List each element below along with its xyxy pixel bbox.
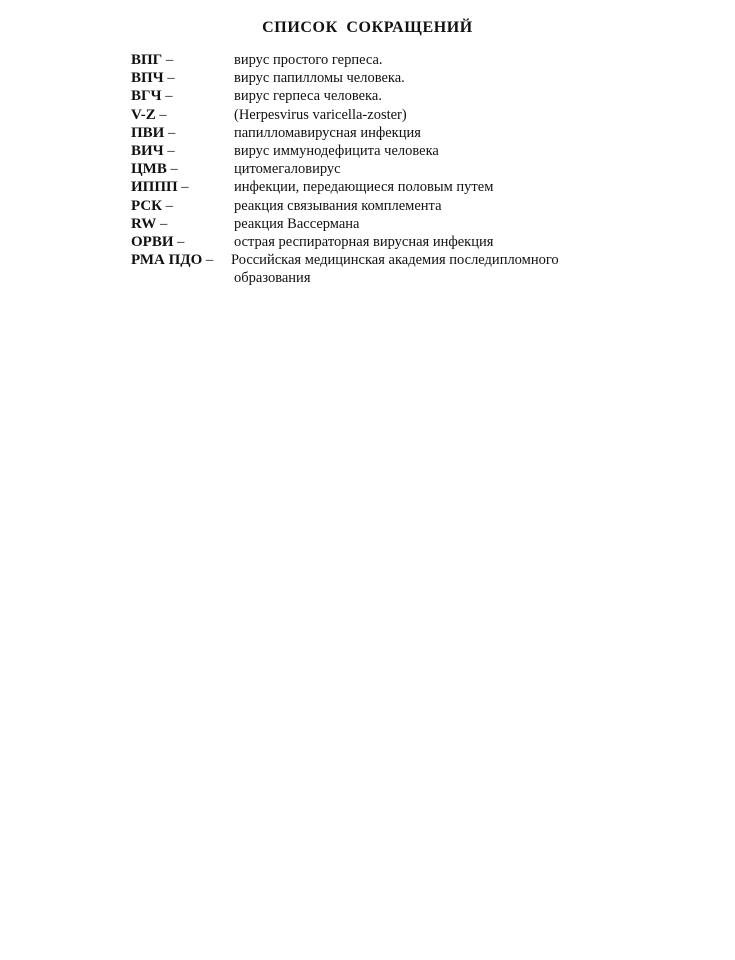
page-title: СПИСОК СОКРАЩЕНИЙ [262,19,473,36]
abbreviation-definition-continuation: образования [234,270,311,287]
abbreviation-term [131,124,175,142]
list-item [131,87,671,105]
abbreviation-definition: (Herpesvirus varicella-zoster) [234,106,407,123]
abbreviation-dash: – [165,197,173,214]
abbreviation-dash: – [165,52,174,68]
list-item [131,51,671,69]
abbreviation-term [131,106,167,124]
list-item [131,197,671,215]
abbreviation-term [131,87,172,105]
abbreviation-definition: острая респираторная вирусная инфекция [234,234,494,251]
abbreviation-code: ВПГ [131,52,163,68]
abbreviation-term [131,178,189,196]
abbreviation-definition: инфекции, передающиеся половым путем [234,179,494,196]
abbreviation-code: РМА ПДО [131,252,203,269]
abbreviation-code: ОРВИ [131,234,174,251]
list-item [131,251,671,287]
list-item [131,178,671,196]
abbreviation-code: ВГЧ [131,88,162,105]
abbreviation-dash: – [170,161,178,178]
abbreviation-dash: – [177,234,185,251]
abbreviation-term [131,233,184,251]
abbreviation-term [131,215,167,233]
abbreviation-code: ИППП [131,179,178,196]
abbreviation-term [131,69,175,87]
abbreviation-dash: – [165,88,173,105]
list-item [131,124,671,142]
abbreviation-term [131,51,173,69]
abbreviation-dash: – [205,252,214,269]
abbreviation-dash: – [159,106,167,123]
abbreviation-definition-line: Российская медицинская академия последипломного [231,252,559,269]
abbreviation-definition: вирус простого герпеса. [234,52,383,68]
abbreviation-code: РСК [131,197,163,214]
abbreviation-definition: реакция связывания комплемента [234,197,442,214]
abbreviation-dash: – [159,215,168,232]
abbreviation-dash: – [181,179,189,196]
abbreviation-list [131,51,671,288]
abbreviation-code: V-Z [131,106,156,123]
abbreviation-term [131,197,173,215]
abbreviation-definition: папилломавирусная инфекция [234,124,421,141]
list-item [131,215,671,233]
abbreviation-dash: – [167,124,176,141]
abbreviation-code: ВПЧ [131,70,164,87]
abbreviation-code: ПВИ [131,124,165,141]
abbreviation-definition: цитомегаловирус [234,161,341,178]
list-item [131,69,671,87]
abbreviation-definition: реакция Вассермана [234,215,360,232]
list-item [131,233,671,251]
list-item [131,142,671,160]
abbreviation-code: ЦМВ [131,161,167,178]
abbreviation-term [131,251,213,269]
list-item [131,160,671,178]
abbreviation-definition: вирус иммунодефицита человека [234,143,439,160]
list-item [131,106,671,124]
abbreviation-code: ВИЧ [131,143,164,160]
abbreviation-dash: – [167,143,175,160]
abbreviation-definition: вирус герпеса человека. [234,88,382,105]
abbreviation-dash: – [167,70,175,87]
abbreviation-code: RW [131,215,157,232]
abbreviation-term [131,160,178,178]
abbreviation-term [131,142,175,160]
abbreviation-definition: вирус папилломы человека. [234,70,405,87]
